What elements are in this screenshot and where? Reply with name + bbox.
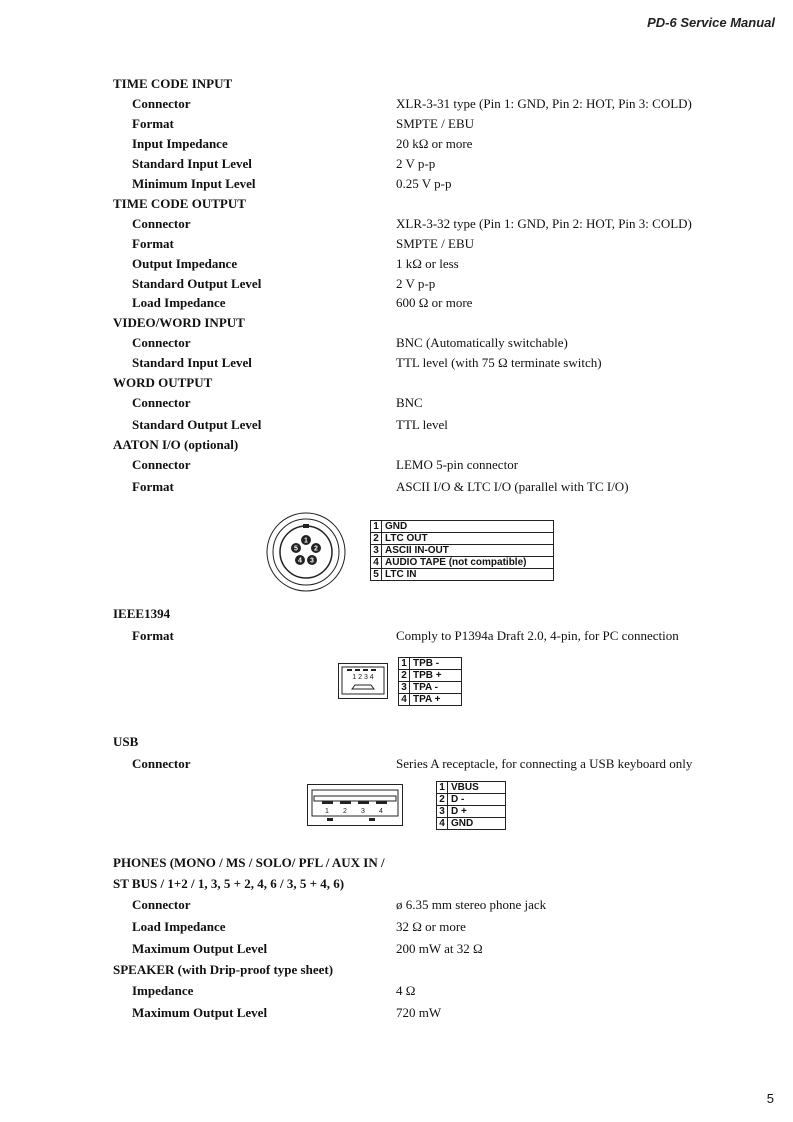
- spec-value: TTL level (with 75 Ω terminate switch): [396, 355, 602, 370]
- pin-number: 4: [298, 557, 302, 565]
- table-row: [371, 557, 554, 569]
- spec-value: SMPTE / EBU: [396, 116, 475, 131]
- table-row: [371, 569, 554, 581]
- pin-number: 3: [361, 808, 365, 815]
- connector-contact: [355, 669, 360, 671]
- spec-value: ø 6.35 mm stereo phone jack: [396, 897, 547, 912]
- section-title-word-output: WORD OUTPUT: [113, 375, 213, 390]
- spec-label: Format: [132, 479, 174, 494]
- spec-value: ASCII I/O & LTC I/O (parallel with TC I/O): [396, 479, 629, 494]
- pin-number-cell: 1: [371, 521, 382, 533]
- table-row: [371, 533, 554, 545]
- spec-label: Standard Output Level: [132, 417, 262, 432]
- pin-number-cell: 1: [437, 782, 448, 794]
- spec-value: 720 mW: [396, 1005, 442, 1020]
- pin-number-cell: 1: [399, 658, 410, 670]
- spec-label: Maximum Output Level: [132, 941, 268, 956]
- section-title-ieee1394: IEEE1394: [113, 606, 171, 621]
- pin-number: 3: [310, 557, 314, 565]
- spec-label: Connector: [132, 395, 191, 410]
- pin-name-cell: TPB +: [410, 670, 462, 682]
- pin-name-cell: TPB -: [410, 658, 462, 670]
- spec-value: 0.25 V p-p: [396, 176, 452, 191]
- ieee1394-pin-table: [398, 657, 462, 706]
- pin-name-cell: D -: [448, 794, 506, 806]
- spec-value: 2 V p-p: [396, 156, 436, 171]
- pin-number: 5: [294, 545, 298, 553]
- spec-label: Standard Input Level: [132, 355, 252, 370]
- spec-value: 20 kΩ or more: [396, 136, 473, 151]
- connector-tongue: [314, 796, 396, 801]
- spec-value: 32 Ω or more: [396, 919, 466, 934]
- table-row: [437, 818, 506, 830]
- lemo-pin-table: [370, 520, 554, 581]
- section-title-speaker: SPEAKER (with Drip-proof type sheet): [113, 962, 334, 977]
- connector-latch: [327, 818, 333, 821]
- section-title-usb: USB: [113, 734, 139, 749]
- pin-number-cell: 2: [437, 794, 448, 806]
- connector-contact: [376, 801, 387, 804]
- connector-latch: [369, 818, 375, 821]
- spec-value: BNC (Automatically switchable): [396, 335, 568, 350]
- spec-value: TTL level: [396, 417, 448, 432]
- spec-value: 600 Ω or more: [396, 295, 473, 310]
- table-row: [437, 794, 506, 806]
- spec-value: 1 kΩ or less: [396, 256, 459, 271]
- section-title-video-word-input: VIDEO/WORD INPUT: [113, 315, 245, 330]
- pin-name-cell: GND: [382, 521, 554, 533]
- section-title-aaton-io: AATON I/O (optional): [113, 437, 239, 452]
- pin-number: 2: [314, 545, 318, 553]
- page-number: 5: [766, 1091, 774, 1106]
- connector-contact: [358, 801, 369, 804]
- pin-number-cell: 3: [437, 806, 448, 818]
- pin-number: 2: [343, 808, 347, 815]
- spec-value: LEMO 5-pin connector: [396, 457, 519, 472]
- section-title-time-code-output: TIME CODE OUTPUT: [113, 196, 246, 211]
- connector-contact: [371, 669, 376, 671]
- spec-value: BNC: [396, 395, 423, 410]
- pin-name-cell: AUDIO TAPE (not compatible): [382, 557, 554, 569]
- pin-name-cell: ASCII IN-OUT: [382, 545, 554, 557]
- spec-label: Load Impedance: [132, 295, 226, 310]
- table-row: [437, 806, 506, 818]
- spec-label: Output Impedance: [132, 256, 238, 271]
- spec-label: Connector: [132, 897, 191, 912]
- spec-value: 4 Ω: [396, 983, 416, 998]
- page-header-title: PD-6 Service Manual: [647, 15, 775, 30]
- pin-name-cell: LTC OUT: [382, 533, 554, 545]
- spec-label: Maximum Output Level: [132, 1005, 268, 1020]
- spec-value: Series A receptacle, for connecting a USB keyboard only: [396, 756, 693, 771]
- pin-number-cell: 4: [437, 818, 448, 830]
- pin-name-cell: TPA +: [410, 694, 462, 706]
- spec-label: Format: [132, 116, 174, 131]
- connector-contact: [347, 669, 352, 671]
- spec-label: Connector: [132, 216, 191, 231]
- spec-value: 2 V p-p: [396, 276, 436, 291]
- table-row: [371, 545, 554, 557]
- pin-name-cell: LTC IN: [382, 569, 554, 581]
- table-row: [399, 670, 462, 682]
- connector-pin-numbers: 1 2 3 4: [352, 674, 374, 681]
- table-row: [399, 682, 462, 694]
- spec-value: XLR-3-31 type (Pin 1: GND, Pin 2: HOT, Pin 3: COLD): [396, 96, 692, 111]
- table-row: [399, 658, 462, 670]
- pin-number: 1: [304, 537, 308, 545]
- pin-number: 1: [325, 808, 329, 815]
- spec-value: Comply to P1394a Draft 2.0, 4-pin, for PC connection: [396, 628, 679, 643]
- spec-value: XLR-3-32 type (Pin 1: GND, Pin 2: HOT, Pin 3: COLD): [396, 216, 692, 231]
- pin-number-cell: 5: [371, 569, 382, 581]
- connector-contact: [340, 801, 351, 804]
- spec-label: Standard Output Level: [132, 276, 262, 291]
- pin-number-cell: 2: [371, 533, 382, 545]
- pin-name-cell: D +: [448, 806, 506, 818]
- spec-label: Connector: [132, 335, 191, 350]
- section-title-phones-line-2: ST BUS / 1+2 / 1, 3, 5 + 2, 4, 6 / 3, 5 + 4, 6): [113, 876, 345, 891]
- section-title-time-code-input: TIME CODE INPUT: [113, 76, 233, 91]
- spec-label: Input Impedance: [132, 136, 228, 151]
- pin-number-cell: 2: [399, 670, 410, 682]
- spec-label: Minimum Input Level: [132, 176, 256, 191]
- pin-number-cell: 3: [371, 545, 382, 557]
- spec-value: 200 mW at 32 Ω: [396, 941, 483, 956]
- spec-label: Format: [132, 236, 174, 251]
- spec-value: SMPTE / EBU: [396, 236, 475, 251]
- ieee1394-4pin-connector-diagram: [338, 663, 388, 699]
- table-row: [437, 782, 506, 794]
- table-row: [371, 521, 554, 533]
- pin-number-cell: 4: [371, 557, 382, 569]
- spec-label: Connector: [132, 457, 191, 472]
- spec-label: Impedance: [132, 983, 194, 998]
- connector-contact: [363, 669, 368, 671]
- table-row: [399, 694, 462, 706]
- pin-name-cell: TPA -: [410, 682, 462, 694]
- connector-contact: [322, 801, 333, 804]
- spec-label: Connector: [132, 96, 191, 111]
- spec-label: Load Impedance: [132, 919, 226, 934]
- pin-number: 4: [379, 808, 383, 815]
- lemo-5pin-connector-diagram: [265, 511, 347, 593]
- section-title-phones-line-1: PHONES (MONO / MS / SOLO/ PFL / AUX IN /: [113, 855, 385, 870]
- spec-label: Format: [132, 628, 174, 643]
- connector-key-notch: [303, 524, 309, 528]
- pin-name-cell: VBUS: [448, 782, 506, 794]
- pin-number-cell: 3: [399, 682, 410, 694]
- spec-label: Standard Input Level: [132, 156, 252, 171]
- usb-a-connector-diagram: [307, 784, 403, 826]
- pin-number-cell: 4: [399, 694, 410, 706]
- spec-label: Connector: [132, 756, 191, 771]
- connector-inner-ring: [280, 526, 332, 578]
- pin-name-cell: GND: [448, 818, 506, 830]
- usb-pin-table: [436, 781, 506, 830]
